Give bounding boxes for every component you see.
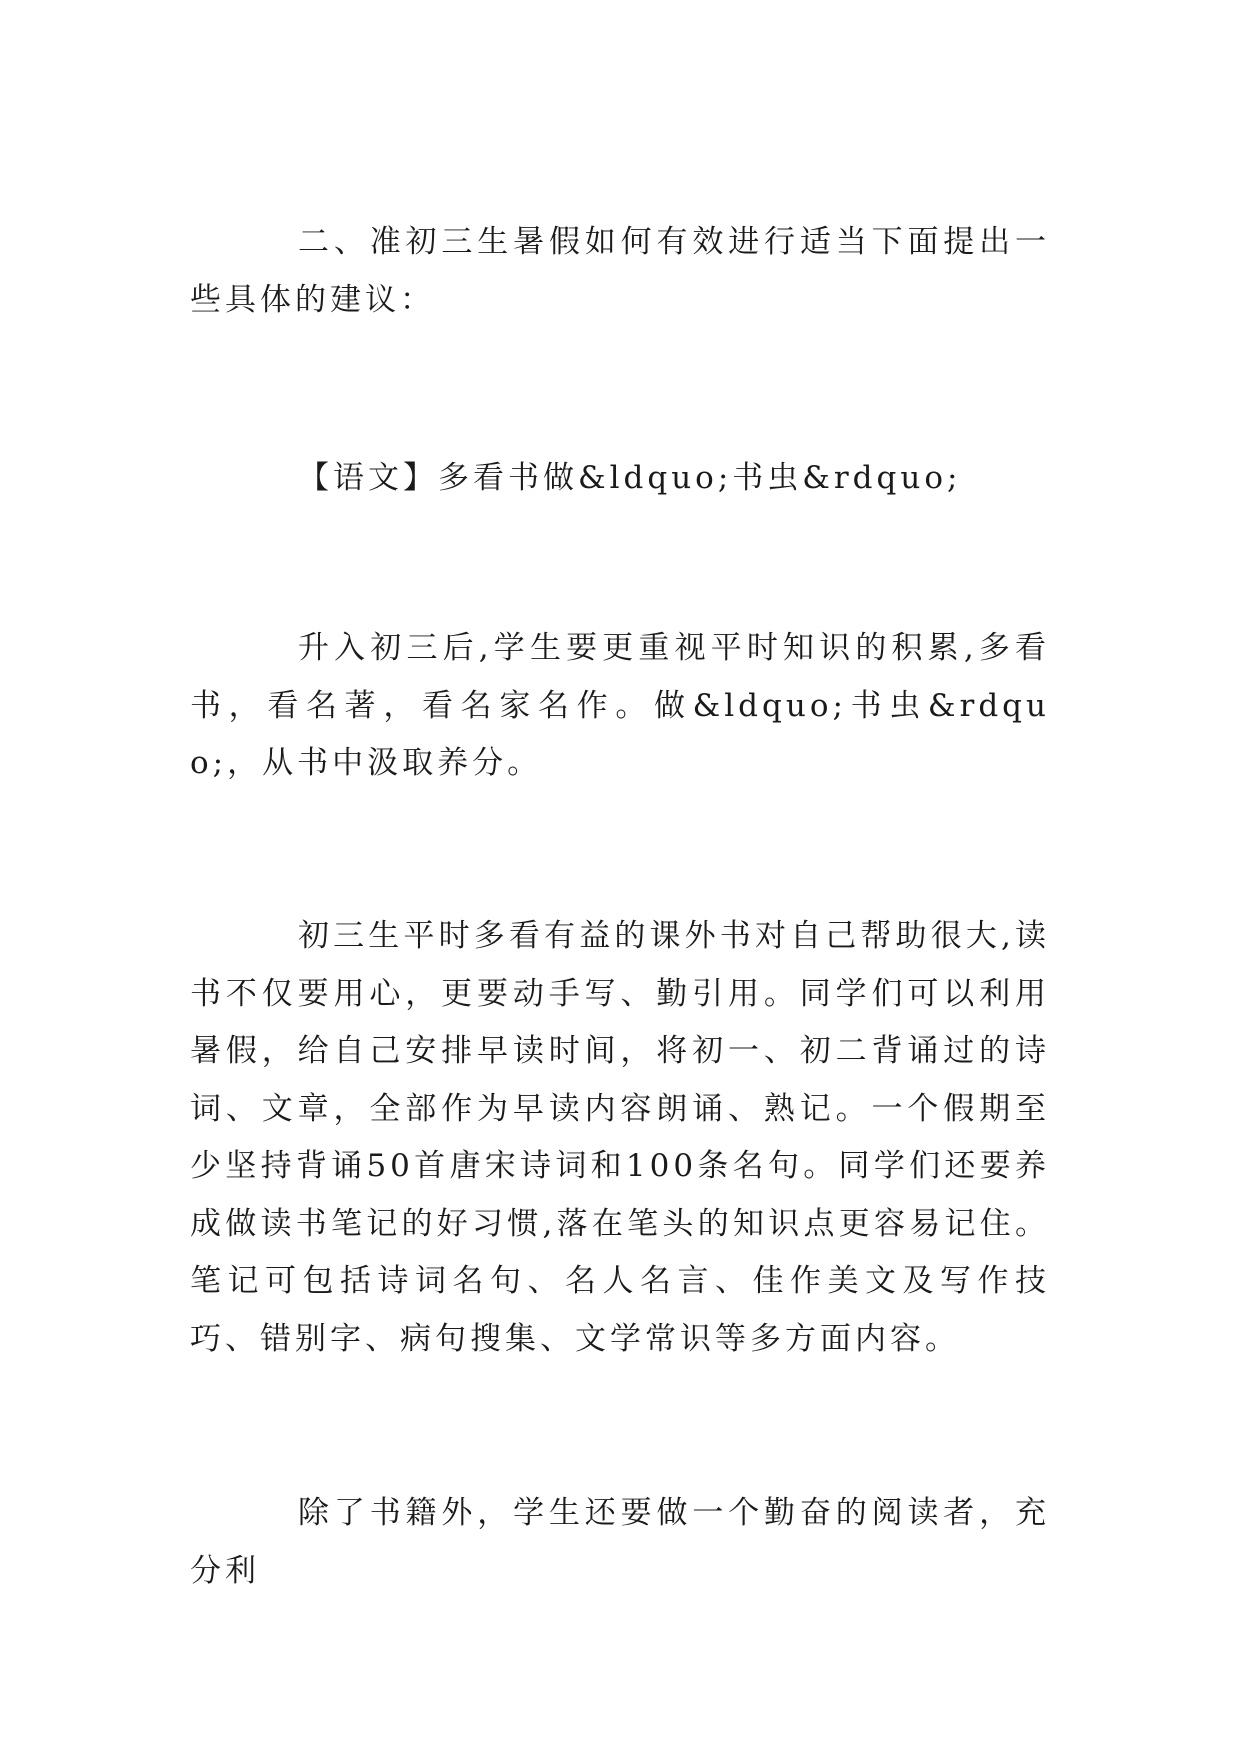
body-paragraph: 升入初三后,学生要更重视平时知识的积累,多看书，看名著，看名家名作。做&ldquo;书虫&rdquo;，从书中汲取养分。 — [190, 630, 1050, 781]
subject-heading-chinese: 【语文】多看书做&ldquo;书虫&rdquo; — [298, 460, 962, 496]
body-paragraph: 初三生平时多看有益的课外书对自己帮助很大,读书不仅要用心，更要动手写、勤引用。同学们可以利用暑假，给自己安排早读时间，将初一、初二背诵过的诗词、文章，全部作为早读内容朗诵、熟记。一个假期至少坚持背诵50首唐宋诗词和100条名句。同学们还要养成做读书笔记的好习惯,落在笔头的知识点更容易记住。笔记可包括诗词名句、名人名言、佳作美文及写作技巧、错别字、病句搜集、文学常识等多方面内容。 — [190, 918, 1050, 1357]
section-heading: 二、准初三生暑假如何有效进行适当下面提出一些具体的建议： — [190, 224, 1050, 318]
body-paragraph: 除了书籍外，学生还要做一个勤奋的阅读者，充分利 — [190, 1495, 1050, 1589]
